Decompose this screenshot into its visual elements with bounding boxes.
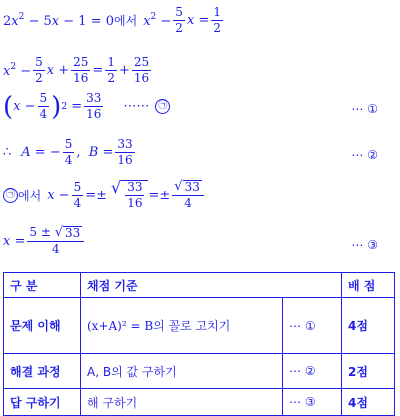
header-criterion: 채점 기준 xyxy=(81,273,342,298)
row-marker: ⋯ ② xyxy=(283,354,342,389)
row-points: 4점 xyxy=(342,389,395,416)
row-points: 2점 xyxy=(342,354,395,389)
table-row xyxy=(4,298,395,354)
row-criterion: A, B의 값 구하기 xyxy=(81,354,283,389)
scoring-table xyxy=(3,272,395,416)
step-marker-2: ⋯ ② xyxy=(351,148,378,162)
row-category: 해결 과정 xyxy=(4,354,81,389)
equation-line-3: ( x − $\frac{5}{4}$ ) 2 = $\frac{33}{16}$ ⋯⋯ ㉠ xyxy=(3,92,170,121)
ref-connector: 에서 xyxy=(18,188,42,203)
table-row xyxy=(4,354,395,389)
therefore-symbol: ∴ xyxy=(3,145,12,160)
ref-circle-label: ㉠ xyxy=(155,99,170,114)
step-marker-3: ⋯ ③ xyxy=(351,238,378,252)
equation-line-2: $x^2$ − $\frac{5}{2}$ x + $\frac{25}{16}$ = $\frac{1}{2}$ + $\frac{25}{16}$ xyxy=(3,55,150,85)
header-points: 배 점 xyxy=(342,273,395,298)
ref-circle-label-2: ㉠ xyxy=(3,188,18,203)
equation-connector: 에서 xyxy=(114,14,138,28)
row-marker: ⋯ ③ xyxy=(283,389,342,416)
row-criterion: (x+A)² = B의 꼴로 고치기 xyxy=(81,298,283,354)
row-marker: ⋯ ① xyxy=(283,298,342,354)
equation-line-4: ∴ A = − $\frac{5}{4}$ , B = $\frac{33}{16}$ xyxy=(3,137,133,167)
step-marker-1: ⋯ ① xyxy=(351,102,378,116)
row-category: 답 구하기 xyxy=(4,389,81,416)
row-criterion: 해 구하기 xyxy=(81,389,283,416)
table-header-row xyxy=(4,273,395,298)
table-row xyxy=(4,389,395,416)
row-category: 문제 이해 xyxy=(4,298,81,354)
equation-line-6: x = 5 ± √ 33 4 xyxy=(3,226,86,256)
header-category: 구 분 xyxy=(4,273,81,298)
dots: ⋯⋯ xyxy=(123,99,150,114)
row-points: 4점 xyxy=(342,298,395,354)
equation-line-1: $2x^2 - 5x - 1 = 0$ 에서 $x^2$ − $\frac{5}{2}$ x = $\frac{1}{2}$ xyxy=(3,5,221,35)
equation-line-5: ㉠ 에서 x − $\frac{5}{4}$ =± √ $\frac{33}{16}$ =± √ 33 4 xyxy=(3,180,206,210)
